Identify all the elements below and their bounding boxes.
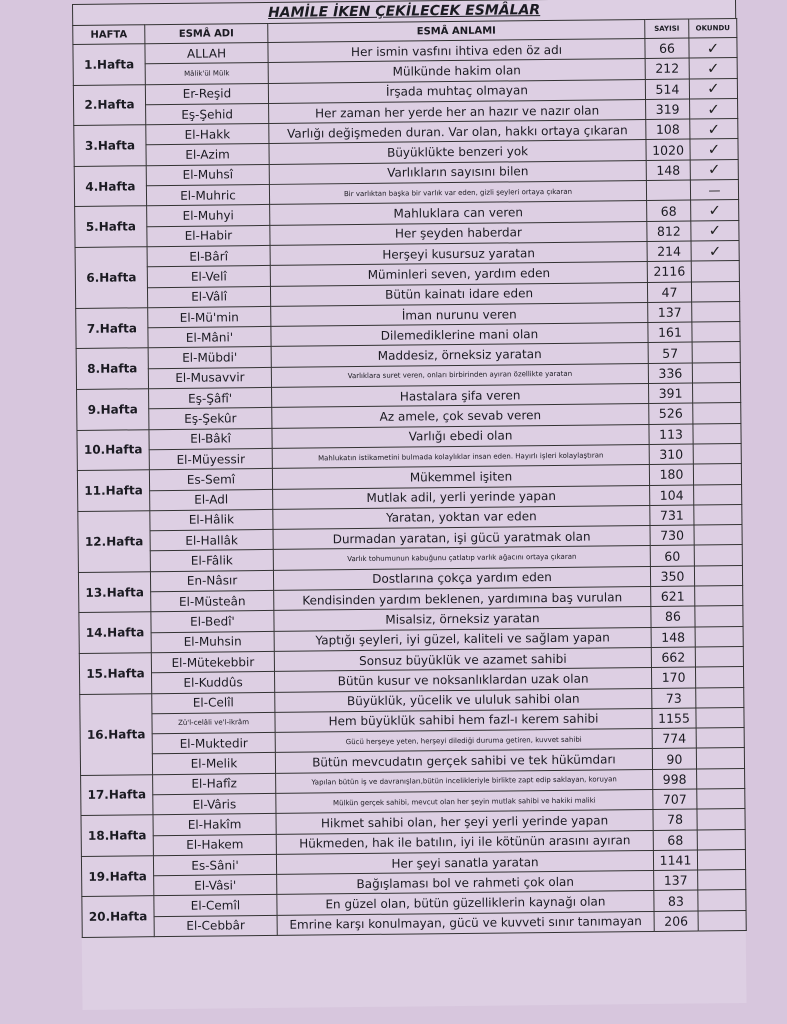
recitation-count: 998 (653, 769, 697, 790)
esma-meaning: Yaptığı şeyleri, iyi güzel, kaliteli ve sağlam yapan (274, 627, 651, 651)
recitation-count: 148 (651, 627, 695, 648)
week-label: 19.Hafta (81, 856, 153, 897)
okundu-cell (693, 403, 741, 424)
okundu-cell (697, 809, 745, 830)
recitation-count: 336 (648, 363, 692, 384)
check-mark-icon: ✓ (691, 220, 739, 241)
okundu-cell (691, 261, 739, 282)
okundu-cell (697, 829, 745, 850)
okundu-cell (692, 362, 740, 383)
esma-name: El-Bedî' (151, 611, 274, 633)
check-mark-icon: ✓ (690, 159, 738, 180)
esma-name: El-Muhric (146, 185, 269, 207)
recitation-count: 1020 (646, 140, 690, 161)
week-label: 14.Hafta (79, 612, 151, 653)
esma-meaning: Dilemediklerine mani olan (271, 323, 648, 347)
esma-name: Er-Reşid (145, 83, 268, 105)
esma-name: El-Cemîl (154, 895, 277, 917)
esma-name: Eş-Şehid (146, 103, 269, 125)
okundu-cell (697, 849, 745, 870)
okundu-cell (695, 646, 743, 667)
esma-name: El-Muktedir (152, 733, 275, 755)
esma-meaning: Bütün kainatı idare eden (270, 282, 647, 306)
esma-meaning: Bir varlıktan başka bir varlık var eden, gizli şeyleri ortaya çıkaran (269, 181, 646, 205)
okundu-cell (694, 545, 742, 566)
esma-name: El-Muhsin (151, 631, 274, 653)
recitation-count: 113 (649, 424, 693, 445)
esma-name: El-Cebbâr (154, 915, 277, 937)
okundu-cell (693, 443, 741, 464)
okundu-cell (694, 504, 742, 525)
okundu-cell (693, 383, 741, 404)
recitation-count: 170 (651, 667, 695, 688)
okundu-cell (695, 606, 743, 627)
esma-name: El-Azim (146, 144, 269, 166)
okundu-cell (696, 728, 744, 749)
esma-meaning: Bağışlaması bol ve rahmeti çok olan (277, 871, 654, 895)
header-sayisi: SAYISI (645, 19, 689, 38)
recitation-count: 78 (653, 809, 697, 830)
recitation-count: 73 (652, 688, 696, 709)
okundu-cell (698, 910, 746, 931)
esma-meaning: Mahluklara can veren (270, 201, 647, 225)
okundu-cell (692, 322, 740, 343)
week-label: 12.Hafta (78, 511, 151, 573)
okundu-cell (696, 707, 744, 728)
week-label: 9.Hafta (77, 389, 149, 430)
esma-meaning: Mükemmel işiten (272, 465, 649, 489)
esma-meaning: Sonsuz büyüklük ve azamet sahibi (274, 647, 651, 671)
esma-name: El-Hakk (146, 124, 269, 146)
esma-meaning: Kendisinden yardım beklenen, yardımına baş vurulan (274, 586, 651, 610)
esma-name: Mâlik'ül Mülk (145, 63, 268, 85)
esma-meaning: Her şeyi sanatla yaratan (276, 850, 653, 874)
recitation-count: 812 (647, 221, 691, 242)
week-label: 20.Hafta (82, 896, 154, 937)
recitation-count: 68 (647, 200, 691, 221)
week-label: 16.Hafta (80, 693, 153, 775)
recitation-count: 319 (646, 99, 690, 120)
recitation-count: 137 (648, 302, 692, 323)
week-label: 3.Hafta (74, 125, 146, 166)
esma-meaning: Varlığı ebedi olan (272, 424, 649, 448)
okundu-cell (693, 423, 741, 444)
esma-name: El-Mütekebbir (151, 651, 274, 673)
esma-meaning: Yapılan bütün iş ve davranışları,bütün incelikleriyle birlikte zapt edip saklayan, koruyan (276, 769, 653, 793)
okundu-cell (696, 748, 744, 769)
esma-meaning: Misalsiz, örneksiz yaratan (274, 607, 651, 631)
esma-meaning: Büyüklükte benzeri yok (269, 140, 646, 164)
recitation-count: 731 (650, 505, 694, 526)
recitation-count: 137 (654, 870, 698, 891)
check-mark-icon: ✓ (691, 240, 739, 261)
okundu-cell (695, 626, 743, 647)
okundu-cell (692, 342, 740, 363)
esma-meaning: Maddesiz, örneksiz yaratan (271, 343, 648, 367)
esma-meaning: Mülkünde hakim olan (268, 59, 645, 83)
recitation-count: 104 (650, 485, 694, 506)
esma-name: El-Muhyi (147, 205, 270, 227)
esma-meaning: İrşada muhtaç olmayan (268, 79, 645, 103)
recitation-count: 730 (650, 525, 694, 546)
okundu-cell (695, 586, 743, 607)
week-label: 4.Hafta (74, 166, 146, 207)
table-body (73, 38, 746, 938)
recitation-count: 514 (645, 79, 689, 100)
esma-meaning: Hükmeden, hak ile batılın, iyi ile kötünün arasını ayıran (276, 830, 653, 854)
recitation-count: 1141 (653, 850, 697, 871)
esma-name: El-Kuddûs (152, 672, 275, 694)
recitation-count: 350 (650, 566, 694, 587)
recitation-count: 774 (652, 728, 696, 749)
esma-meaning: Her zaman her yerde her an hazır ve nazır olan (269, 99, 646, 123)
recitation-count: 310 (649, 444, 693, 465)
esma-meaning: Yaratan, yoktan var eden (273, 505, 650, 529)
esma-name: El-Müyessir (149, 448, 272, 470)
esma-name: El-Adl (150, 489, 273, 511)
header-esma-adi: ESMÂ ADI (145, 23, 268, 43)
recitation-count: 526 (649, 403, 693, 424)
recitation-count: 2116 (647, 261, 691, 282)
week-label: 13.Hafta (78, 571, 150, 612)
esma-name: El-Bâkî (149, 428, 272, 450)
recitation-count: 108 (646, 119, 690, 140)
recitation-count: 662 (651, 647, 695, 668)
header-okundu: OKUNDU (689, 19, 737, 39)
esma-meaning: İman nurunu veren (271, 302, 648, 326)
okundu-cell (694, 525, 742, 546)
esma-name: Es-Sâni' (153, 854, 276, 876)
recitation-count: 621 (651, 586, 695, 607)
esma-table (72, 18, 747, 938)
okundu-cell (698, 890, 746, 911)
esma-name: ALLAH (145, 42, 268, 64)
okundu-cell (691, 281, 739, 302)
esma-meaning: Gücü herşeye yeten, herşeyi dilediği duruma getiren, kuvvet sahibi (275, 729, 652, 753)
esma-name: El-Hâlik (150, 509, 273, 531)
recitation-count: 90 (652, 748, 696, 769)
recitation-count: 83 (654, 890, 698, 911)
esma-meaning: Durmadan yaratan, işi gücü yaratmak olan (273, 526, 650, 550)
week-label: 7.Hafta (76, 308, 148, 349)
check-mark-icon: ✓ (689, 58, 737, 79)
esma-meaning: Bütün mevcudatın gerçek sahibi ve tek hükümdarı (275, 749, 652, 773)
esma-name: El-Fâlik (150, 550, 273, 572)
esma-meaning: Varlıklara suret veren, onları birbirinden ayıran özellikte yaratan (271, 363, 648, 387)
recitation-count: 1155 (652, 708, 696, 729)
esma-meaning: Büyüklük, yücelik ve ululuk sahibi olan (275, 688, 652, 712)
check-mark-icon: ✓ (690, 139, 738, 160)
esma-meaning: Hikmet sahibi olan, her şeyi yerli yerinde yapan (276, 810, 653, 834)
esma-name: El-Vâlî (147, 286, 270, 308)
esma-name: Zü'l-celâli ve'l-ikrâm (152, 712, 275, 734)
esma-meaning: Herşeyi kusursuz yaratan (270, 241, 647, 265)
esma-name: El-Muhsî (146, 164, 269, 186)
esma-meaning: Her ismin vasfını ihtiva eden öz adı (268, 39, 645, 63)
recitation-count: 60 (650, 545, 694, 566)
okundu-cell (694, 484, 742, 505)
esma-name: Eş-Şekûr (149, 408, 272, 430)
esma-name: El-Musavvir (148, 367, 271, 389)
okundu-cell (694, 565, 742, 586)
esma-name: El-Velî (147, 266, 270, 288)
esma-meaning: Mutlak adil, yerli yerinde yapan (273, 485, 650, 509)
recitation-count (646, 180, 690, 201)
recitation-count: 391 (649, 383, 693, 404)
esma-meaning: Her şeyden haberdar (270, 221, 647, 245)
week-label: 17.Hafta (81, 774, 153, 815)
recitation-count: 161 (648, 322, 692, 343)
okundu-cell (692, 301, 740, 322)
esma-meaning: Varlık tohumunun kabuğunu çatlatıp varlık ağacını ortaya çıkaran (273, 546, 650, 570)
esma-name: El-Vâsi' (154, 875, 277, 897)
esma-meaning: Hastalara şifa veren (272, 384, 649, 408)
recitation-count: 57 (648, 342, 692, 363)
esma-name: En-Nâsır (150, 570, 273, 592)
week-label: 8.Hafta (76, 348, 148, 389)
esma-name: El-Vâris (153, 793, 276, 815)
esma-name: El-Hakem (153, 834, 276, 856)
okundu-cell (697, 788, 745, 809)
okundu-cell (697, 768, 745, 789)
sheet-title: HAMİLE İKEN ÇEKİLECEK ESMÂLAR (72, 0, 736, 25)
recitation-count: 86 (651, 606, 695, 627)
week-label: 10.Hafta (77, 429, 149, 470)
check-mark-icon: ✓ (691, 200, 739, 221)
header-esma-anlami: ESMÂ ANLAMI (268, 20, 645, 43)
esma-meaning: Emrine karşı konulmayan, gücü ve kuvveti sınır tanımayan (277, 911, 654, 935)
esma-meaning: Az amele, çok sevab veren (272, 404, 649, 428)
okundu-cell (698, 870, 746, 891)
recitation-count: 214 (647, 241, 691, 262)
esma-meaning: Varlıkların sayısını bilen (269, 160, 646, 184)
esma-name: El-Habir (147, 225, 270, 247)
esma-name: El-Hallâk (150, 530, 273, 552)
recitation-count: 66 (645, 38, 689, 59)
esma-meaning: Dostlarına çokça yardım eden (273, 566, 650, 590)
esma-name: Es-Semî (149, 469, 272, 491)
week-label: 2.Hafta (73, 84, 145, 125)
esma-name: El-Hakîm (153, 814, 276, 836)
esma-name: El-Müsteân (151, 590, 274, 612)
esma-meaning: Müminleri seven, yardım eden (270, 262, 647, 286)
recitation-count: 206 (654, 911, 698, 932)
esma-meaning: Mülkün gerçek sahibi, mevcut olan her şeyin mutlak sahibi ve hakiki maliki (276, 789, 653, 813)
week-label: 1.Hafta (73, 44, 145, 85)
week-label: 18.Hafta (81, 815, 153, 856)
week-label: 11.Hafta (77, 470, 149, 511)
check-mark-icon: ✓ (689, 38, 737, 59)
okundu-cell (695, 667, 743, 688)
check-mark-icon: ✓ (690, 98, 738, 119)
esma-name: El-Mâni' (148, 327, 271, 349)
esma-meaning: Varlığı değişmeden duran. Var olan, hakkı ortaya çıkaran (269, 120, 646, 144)
esma-meaning: Bütün kusur ve noksanlıklardan uzak olan (275, 668, 652, 692)
okundu-cell (693, 464, 741, 485)
esma-name: El-Mü'min (148, 306, 271, 328)
esma-meaning: Hem büyüklük sahibi hem fazl-ı kerem sahibi (275, 708, 652, 732)
esma-name: Eş-Şâfî' (149, 387, 272, 409)
esma-name: El-Celîl (152, 692, 275, 714)
esma-sheet (72, 0, 746, 1010)
recitation-count: 68 (653, 830, 697, 851)
esma-meaning: En güzel olan, bütün güzelliklerin kaynağı olan (277, 891, 654, 915)
week-label: 6.Hafta (75, 247, 148, 309)
esma-name: El-Mübdi' (148, 347, 271, 369)
check-mark-icon: ✓ (689, 78, 737, 99)
okundu-cell (696, 687, 744, 708)
header-hafta: HAFTA (73, 25, 145, 45)
recitation-count: 212 (645, 58, 689, 79)
check-mark-icon: ✓ (690, 119, 738, 140)
recitation-count: 47 (647, 282, 691, 303)
esma-name: El-Hafîz (153, 773, 276, 795)
recitation-count: 707 (653, 789, 697, 810)
esma-name: El-Bârî (147, 245, 270, 267)
esma-meaning: Mahlukatın istikametini bulmada kolaylıklar insan eden. Hayırlı işleri kolaylaştıran (272, 444, 649, 468)
recitation-count: 180 (649, 464, 693, 485)
recitation-count: 148 (646, 160, 690, 181)
week-label: 15.Hafta (79, 653, 151, 694)
okundu-cell: — (690, 180, 738, 201)
week-label: 5.Hafta (75, 206, 147, 247)
esma-name: El-Melik (152, 753, 275, 775)
